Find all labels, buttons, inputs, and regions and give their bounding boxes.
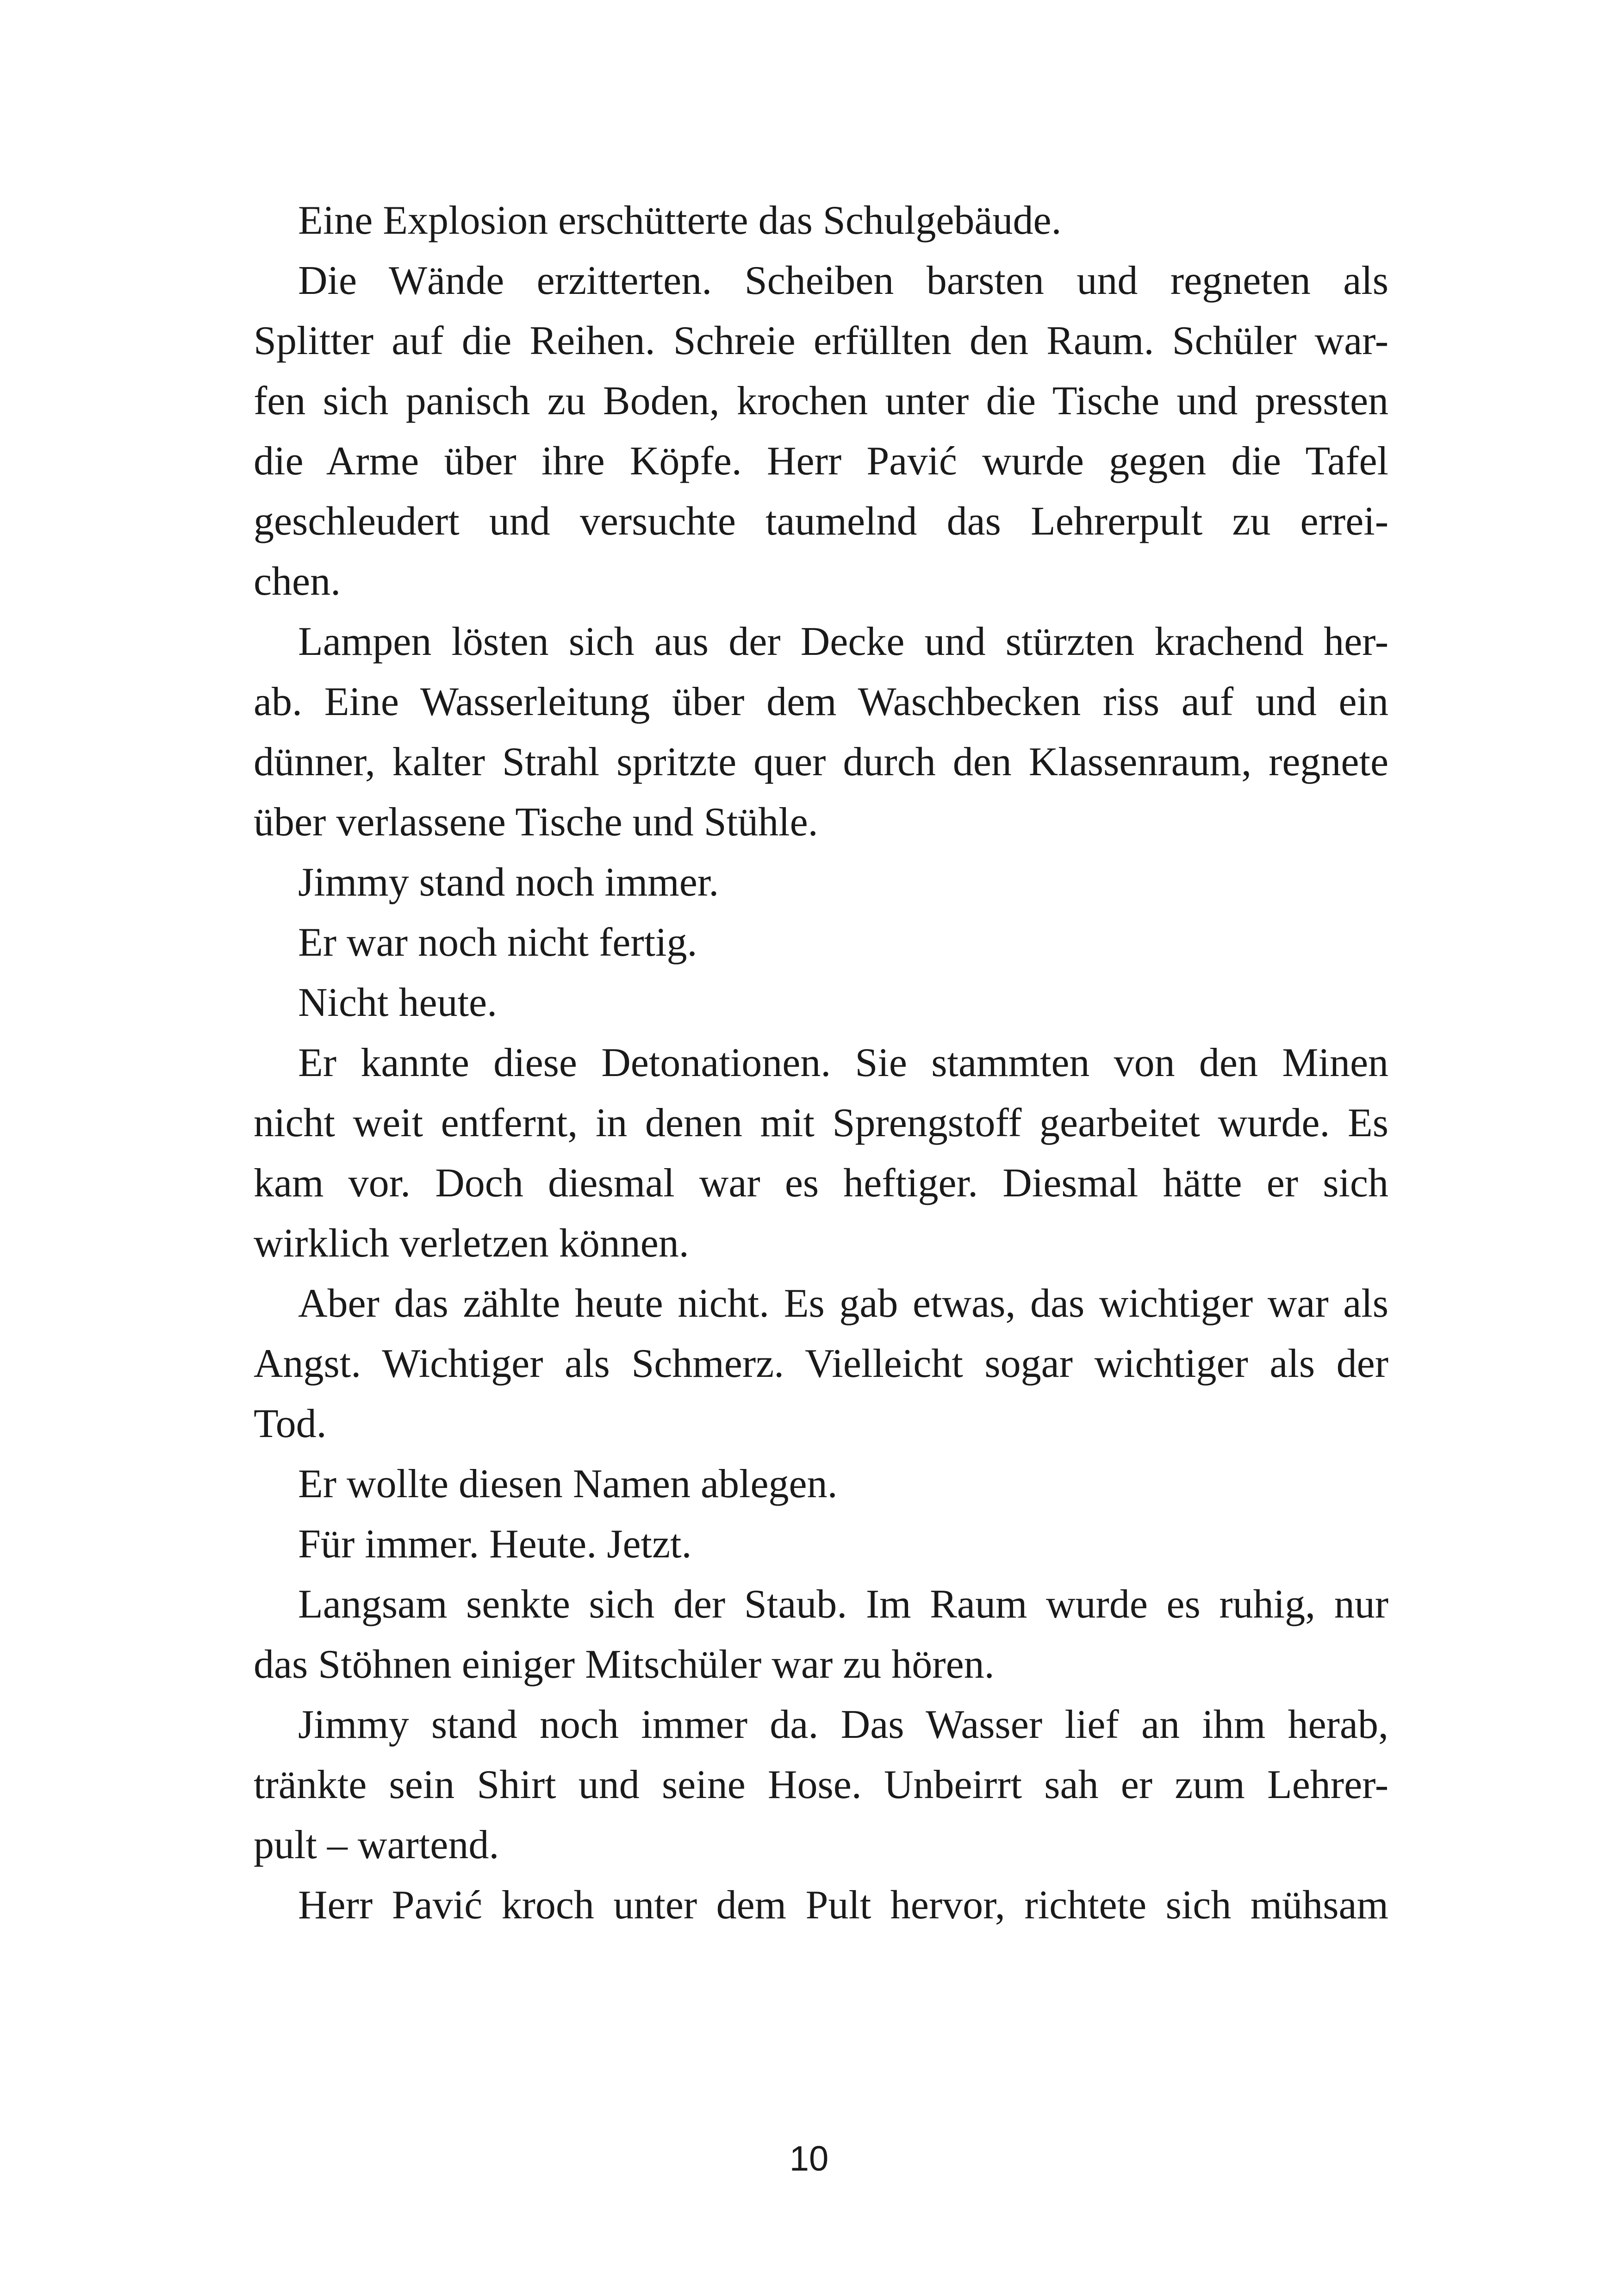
text-line: Jimmy stand noch immer da. Das Wasser lief an ihm herab, (298, 1702, 1388, 1747)
text-line: das Stöhnen einiger Mitschüler war zu hören. (254, 1642, 995, 1687)
text-line: dünner, kalter Strahl spritzte quer durch den Klassenraum, regnete (254, 740, 1388, 784)
text-line: Eine Explosion erschütterte das Schulgebäude. (298, 198, 1062, 243)
body-text (209, 191, 1388, 1935)
paragraph (209, 1274, 1388, 1454)
text-line: fen sich panisch zu Boden, krochen unter die Tische und pressten (254, 379, 1388, 423)
paragraph (209, 1454, 1388, 1514)
paragraph (209, 612, 1388, 852)
page-number: 10 (789, 2139, 829, 2178)
paragraph (209, 191, 1388, 251)
text-line: Lampen lösten sich aus der Decke und stürzten krachend her- (298, 619, 1388, 664)
paragraph (209, 1875, 1388, 1935)
text-line: Langsam senkte sich der Staub. Im Raum wurde es ruhig, nur (298, 1582, 1388, 1627)
paragraph (209, 913, 1388, 973)
text-line: kam vor. Doch diesmal war es heftiger. Diesmal hätte er sich (254, 1161, 1388, 1206)
text-line: pult – wartend. (254, 1823, 499, 1867)
paragraph (209, 1695, 1388, 1875)
text-line: Tod. (254, 1401, 327, 1446)
text-line: Herr Pavić kroch unter dem Pult hervor, richtete sich mühsam (298, 1883, 1388, 1928)
paragraph (209, 973, 1388, 1033)
text-line: Für immer. Heute. Jetzt. (298, 1522, 692, 1567)
text-line: Die Wände erzitterten. Scheiben barsten und regneten als (298, 258, 1388, 303)
text-line: tränkte sein Shirt und seine Hose. Unbeirrt sah er zum Lehrer- (254, 1762, 1388, 1807)
text-line: Angst. Wichtiger als Schmerz. Vielleicht sogar wichtiger als der (254, 1341, 1388, 1386)
paragraph (209, 1574, 1388, 1695)
text-line: Nicht heute. (298, 980, 498, 1025)
paragraph (209, 251, 1388, 612)
text-line: chen. (254, 559, 341, 604)
paragraph (209, 852, 1388, 913)
text-line: Er war noch nicht fertig. (298, 920, 697, 965)
text-line: ab. Eine Wasserleitung über dem Waschbecken riss auf und ein (254, 679, 1388, 724)
paragraph (209, 1033, 1388, 1274)
text-line: über verlassene Tische und Stühle. (254, 800, 818, 845)
text-line: die Arme über ihre Köpfe. Herr Pavić wurde gegen die Tafel (254, 439, 1388, 484)
text-line: Er kannte diese Detonationen. Sie stammten von den Minen (298, 1040, 1388, 1085)
text-line: Splitter auf die Reihen. Schreie erfüllten den Raum. Schüler war- (254, 318, 1388, 363)
text-line: Er wollte diesen Namen ablegen. (298, 1462, 838, 1506)
text-line: wirklich verletzen können. (254, 1221, 689, 1266)
paragraph (209, 1514, 1388, 1574)
text-line: Aber das zählte heute nicht. Es gab etwas, das wichtiger war als (298, 1281, 1388, 1326)
text-line: nicht weit entfernt, in denen mit Sprengstoff gearbeitet wurde. Es (254, 1101, 1388, 1145)
text-line: geschleudert und versuchte taumelnd das Lehrerpult zu errei- (254, 499, 1388, 544)
text-line: Jimmy stand noch immer. (298, 860, 719, 905)
